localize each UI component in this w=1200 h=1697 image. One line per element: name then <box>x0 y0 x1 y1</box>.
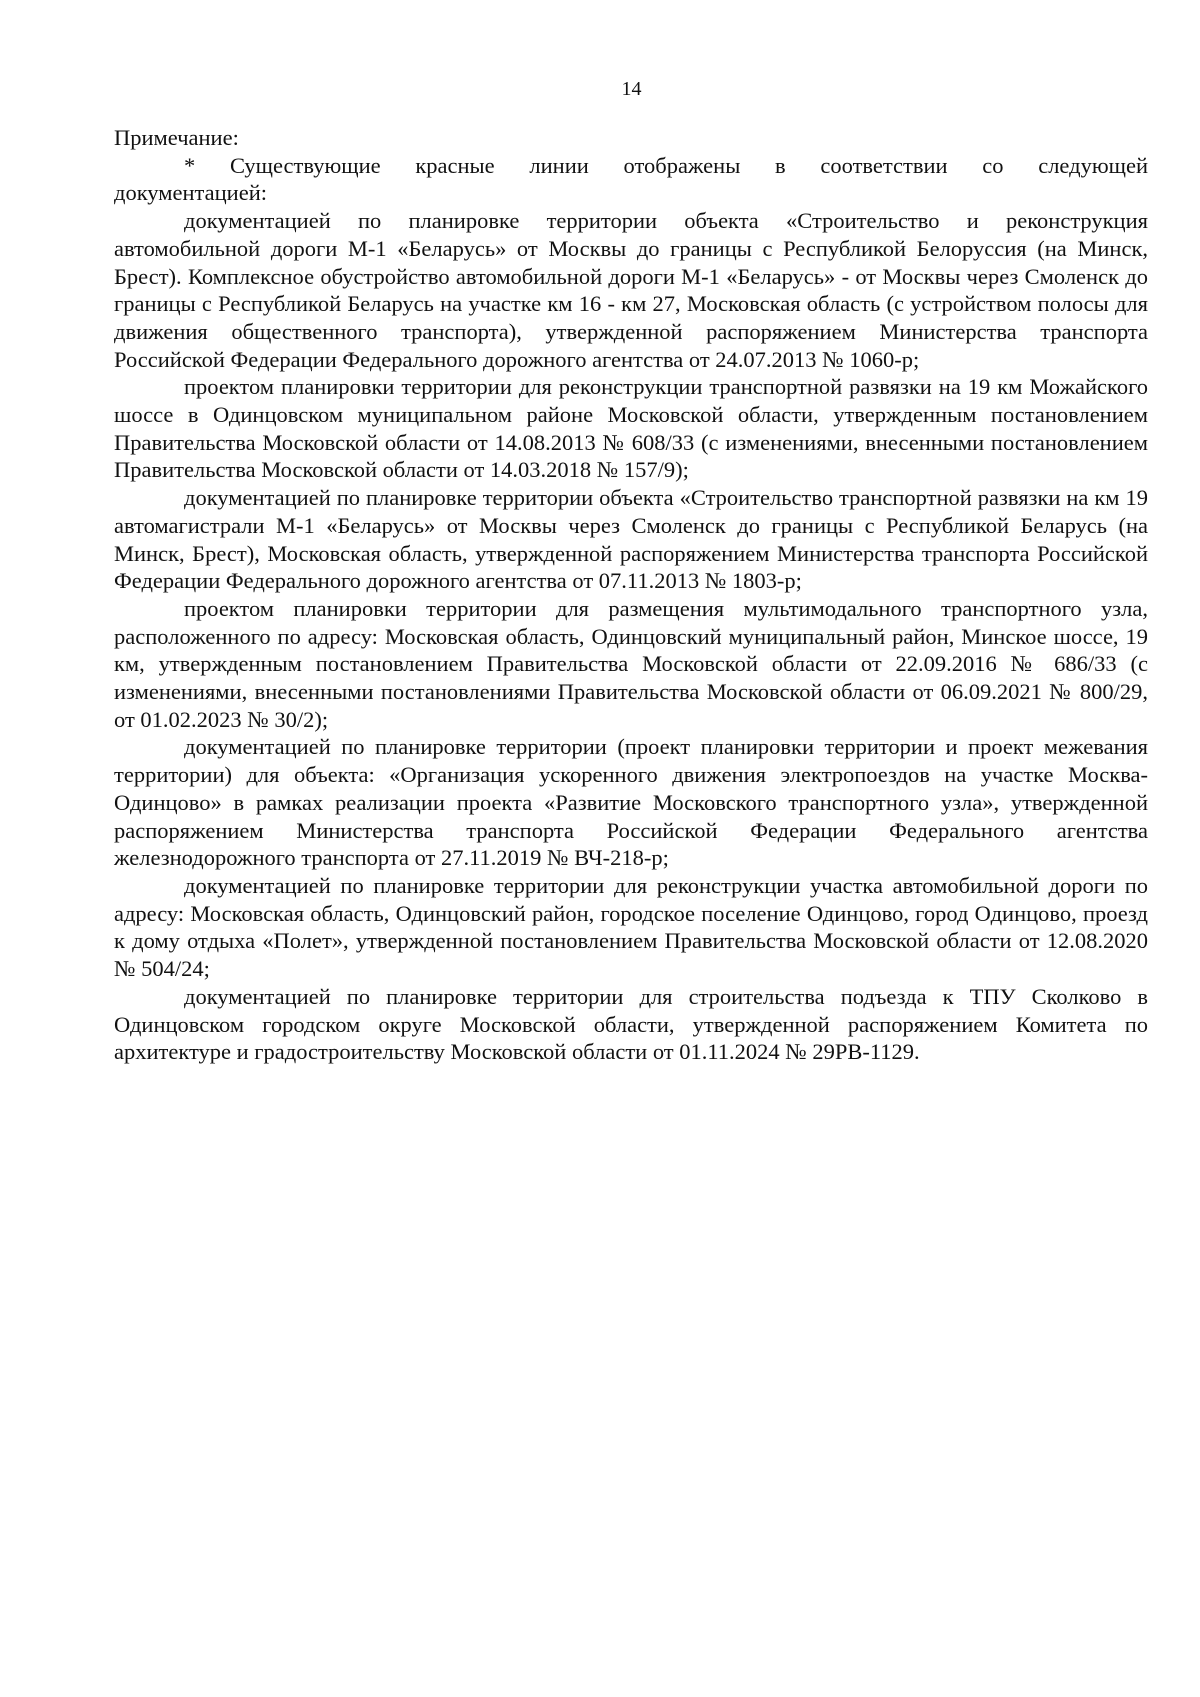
note-intro: * Существующие красные линии отображены в соответствии со следующей документацией: <box>114 152 1148 206</box>
page-number: 14 <box>621 78 642 100</box>
note-item: документацией по планировке территории для строительства подъезда к ТПУ Сколково в Одинцовском городском округе Московской области, утвержденной распоряжением Комитета по архитектуре и градостроительству Московской области от 01.11.2024 № 29РВ-1129. <box>114 983 1148 1065</box>
note-item: документацией по планировке территории объекта «Строительство транспортной развязки на км 19 автомагистрали М-1 «Беларусь» от Москвы через Смоленск до границы с Республикой Беларусь (на Минск, Брест), Московская область, утвержденной распоряжением Министерства транспорта Российской Федерации Федерального дорожного агентства от 07.11.2013 № 1803-р; <box>114 485 1148 594</box>
note-item: проектом планировки территории для реконструкции транспортной развязки на 19 км Можайского шоссе в Одинцовском муниципальном районе Московской области, утвержденным постановлением Правительства Московской области от 14.08.2013 № 608/33 (с изменениями, внесенными постановлением Правительства Московской области от 14.03.2018 № 157/9); <box>114 374 1148 483</box>
note-item: документацией по планировке территории объекта «Строительство и реконструкция автомобильной дороги М-1 «Беларусь» от Москвы до границы с Республикой Белоруссия (на Минск, Брест). Комплексное обустройство автомобильной дороги М-1 «Беларусь» - от Москвы через Смоленск до границы с Республикой Беларусь на участке км 16 - км 27, Московская область (с устройством полосы для движения общественного транспорта), утвержденной распоряжением Министерства транспорта Российской Федерации Федерального дорожного агентства от 24.07.2013 № 1060-р; <box>114 208 1148 372</box>
note-item: документацией по планировке территории (проект планировки территории и проект межевания территории) для объекта: «Организация ускоренного движения электропоездов на участке Москва-Одинцово» в рамках реализации проекта «Развитие Московского транспортного узла», утвержденной распоряжением Министерства транспорта Российской Федерации Федерального агентства железнодорожного транспорта от 27.11.2019 № ВЧ-218-р; <box>114 734 1148 871</box>
note-item: документацией по планировке территории для реконструкции участка автомобильной дороги по адресу: Московская область, Одинцовский район, городское поселение Одинцово, город Одинцово, проезд к дому отдыха «Полет», утвержденной постановлением Правительства Московской области от 12.08.2020 № 504/24; <box>114 872 1148 982</box>
note-item: проектом планировки территории для размещения мультимодального транспортного узла, расположенного по адресу: Московская область, Одинцовский муниципальный район, Минское шоссе, 19 км, утвержденным постановлением Правительства Московской области от 22.09.2016 № 686/33 (с изменениями, внесенными постановлениями Правительства Московской области от 06.09.2021 № 800/29, от 01.02.2023 № 30/2); <box>114 595 1148 732</box>
note-label: Примечание: <box>114 125 239 150</box>
note-body <box>114 124 1148 1066</box>
